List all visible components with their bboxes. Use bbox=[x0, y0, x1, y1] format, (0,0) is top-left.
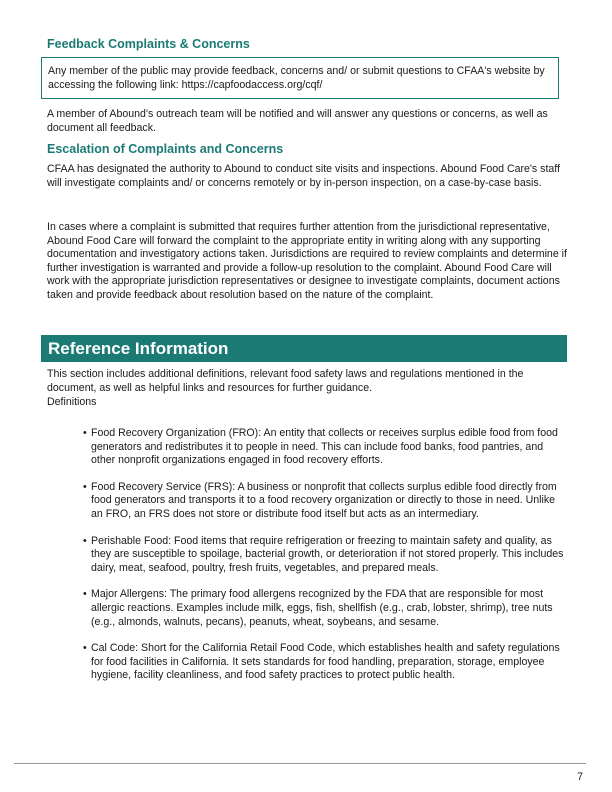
definition-text: Major Allergens: The primary food allergens recognized by the FDA that are responsible for most allergic reactions. Examples include milk, eggs, fish, shellfish (e.g., crab, lobster, shrimp), tree nuts (e.g., almonds, walnuts, pecans), peanuts, wheat, soybeans, and sesame. bbox=[91, 588, 553, 628]
reference-intro-text: This section includes additional definitions, relevant food safety laws and regulations mentioned in the document, as well as helpful links and resources for further guidance. bbox=[47, 368, 524, 394]
bullet-marker: • bbox=[83, 588, 87, 601]
definition-item-fro bbox=[83, 427, 565, 468]
reference-information-banner: Reference Information bbox=[41, 335, 567, 362]
escalation-heading: Escalation of Complaints and Concerns bbox=[47, 142, 284, 156]
feedback-followup-text: A member of Abound's outreach team will be notified and will answer any questions or concerns, as well as document all feedback. bbox=[47, 108, 548, 134]
bullet-marker: • bbox=[83, 534, 87, 547]
bullet-marker: • bbox=[83, 427, 87, 439]
escalation-paragraph-1: CFAA has designated the authority to Abound to conduct site visits and inspections. Abound Food Care's staff will investigate complaints and/ or concerns remotely or by in-person inspection, on a case-by-case basis. bbox=[47, 163, 561, 189]
definition-text: Food Recovery Service (FRS): A business or nonprofit that collects surplus edible food directly from food generators and transports it to a food recovery organization or directly to those in need. Unlike an FRO, an FRS does not store or distribute food itself but acts as an intermediary. bbox=[91, 480, 557, 520]
bullet-marker: • bbox=[83, 642, 87, 655]
bullet-marker: • bbox=[83, 480, 87, 493]
feedback-heading: Feedback Complaints & Concerns bbox=[47, 37, 250, 51]
definition-text: Perishable Food: Food items that require refrigeration or freezing to maintain safety and quality, as they are susceptible to spoilage, bacterial growth, or deterioration if not stored properly. This includes dairy, meat, seafood, poultry, fresh fruits, vegetables, and prepared meals. bbox=[91, 534, 564, 574]
footer-divider bbox=[14, 763, 586, 764]
definition-item-cal-code bbox=[83, 642, 565, 683]
definition-text: Food Recovery Organization (FRO): An entity that collects or receives surplus edible food from food generators and redistributes it to people in need. This can include food banks, food pantries, and other nonprofit organizations engaged in food recovery efforts. bbox=[91, 427, 558, 467]
feedback-box-text: Any member of the public may provide feedback, concerns and/ or submit questions to CFAA's website by accessing the following link: https://capfoodaccess.org/cqf/ bbox=[48, 65, 545, 91]
definition-item-major-allergens bbox=[83, 588, 565, 629]
page-number: 7 bbox=[577, 771, 583, 783]
escalation-paragraph-2: In cases where a complaint is submitted that requires further attention from the jurisdictional representative, Abound Food Care will forward the complaint to the appropriate entity in writing along with any supporting documentation and investigatory actions taken. Jurisdictions are required to review complaints and determine if further investigation is warranted and provide a follow-up resolution to the complaint. Abound Food Care will work with the appropriate jurisdiction representatives or designee to investigate complaints, document actions taken and provide feedback about resolution based on the nature of the complaint. bbox=[47, 221, 567, 301]
definition-text: Cal Code: Short for the California Retail Food Code, which establishes health and safety regulations for food facilities in California. It sets standards for food handling, preparation, storage, employee hygiene, facility cleanliness, and food safety practices to protect public health. bbox=[91, 642, 560, 682]
definition-item-perishable-food bbox=[83, 535, 565, 576]
definitions-list bbox=[83, 427, 565, 696]
feedback-link-box bbox=[41, 57, 559, 99]
definition-item-frs bbox=[83, 481, 565, 522]
definitions-label: Definitions bbox=[47, 396, 97, 408]
